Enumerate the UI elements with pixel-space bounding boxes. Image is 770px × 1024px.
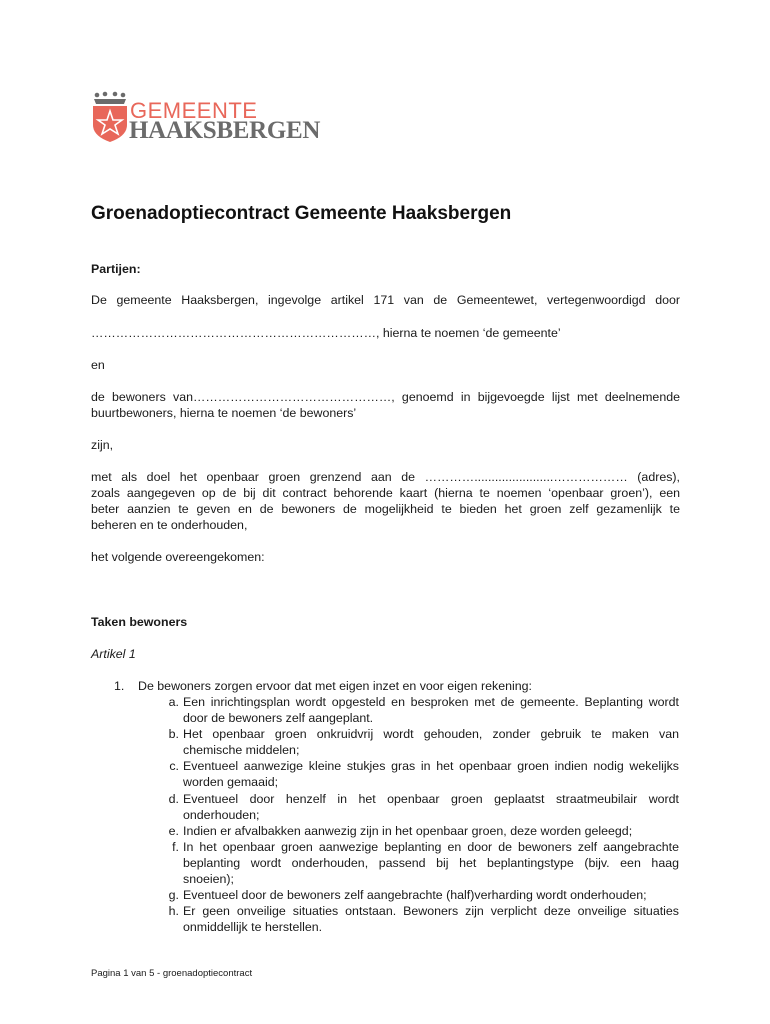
crown-shield-icon	[91, 91, 129, 143]
document-title: Groenadoptiecontract Gemeente Haaksbergen	[91, 203, 512, 224]
sub-item-letter: b.	[168, 727, 179, 741]
sub-item-text: Eventueel door henzelf in het openbaar groen geplaatst straatmeubilair wordt	[183, 792, 679, 806]
sub-item-text: door de bewoners zelf aangeplant.	[183, 711, 374, 725]
list-item-text: De bewoners zorgen ervoor dat met eigen inzet en voor eigen rekening:	[138, 679, 532, 693]
article-heading: Artikel 1	[91, 647, 136, 661]
sub-item-text: Eventueel aanwezige kleine stukjes gras in het openbaar groen indien nodig wekelijks	[183, 759, 679, 773]
sub-item-letter: e.	[168, 824, 179, 838]
section-heading: Taken bewoners	[91, 615, 188, 629]
sub-item-text: snoeien);	[183, 872, 234, 886]
sub-item-letter: d.	[168, 792, 179, 806]
sub-item-text: onderhouden;	[183, 808, 260, 822]
sub-item-text: Er geen onveilige situaties ontstaan. Bewoners zijn verplicht deze onveilige situaties	[183, 904, 679, 918]
sub-item-text: onmiddellijk te herstellen.	[183, 920, 323, 934]
purpose-line-3: beter aanzien te geven en de bewoners de mogelijkheid te bieden het groen zelf gezamenlijk te	[91, 502, 680, 516]
logo-text-gemeente: GEMEENTE	[130, 98, 258, 123]
sub-item-text: Een inrichtingsplan wordt opgesteld en besproken met de gemeente. Beplanting wordt	[183, 695, 679, 709]
parties-heading: Partijen:	[91, 262, 141, 276]
sub-item-letter: a.	[168, 695, 179, 709]
party-1-line-2: ……………………………………………………………, hierna te noemen ‘de gemeente’	[91, 326, 561, 340]
conjunction-en: en	[91, 358, 105, 372]
sub-item-text: beplanting wordt onderhouden, passend bij het beplantingstype (bijv. een haag	[183, 856, 679, 870]
purpose-line-2: zoals aangegeven op de bij dit contract behorende kaart (hierna te noemen ‘openbaar groen’), een	[91, 486, 680, 500]
sub-item-text: Het openbaar groen onkruidvrij wordt gehouden, zonder gebruik te maken van	[183, 727, 679, 741]
sub-item-letter: c.	[169, 759, 179, 773]
sub-item-text: Eventueel door de bewoners zelf aangebrachte (half)verharding wordt onderhouden;	[183, 888, 647, 902]
sub-item-text: In het openbaar groen aanwezige beplanting en door de bewoners zelf aangebrachte	[183, 840, 679, 854]
purpose-line-4: beheren en te onderhouden,	[91, 518, 248, 532]
zijn-text: zijn,	[91, 438, 114, 452]
sub-item-text: Indien er afvalbakken aanwezig zijn in het openbaar groen, deze worden geleegd;	[183, 824, 633, 838]
logo-text-haaksbergen: HAAKSBERGEN	[129, 117, 321, 144]
sub-item-letter: h.	[168, 904, 179, 918]
list-number: 1.	[114, 679, 125, 693]
party-2-line-1: de bewoners van…………………………………………, genoemd in bijgevoegde lijst met deelnemende	[91, 390, 680, 404]
purpose-line-1: met als doel het openbaar groen grenzend aan de ………….......................……………… (adres),	[91, 470, 680, 484]
party-1-line-1: De gemeente Haaksbergen, ingevolge artikel 171 van de Gemeentewet, vertegenwoordigd door	[91, 293, 680, 307]
page-footer: Pagina 1 van 5 - groenadoptiecontract	[91, 968, 253, 979]
sub-item-text: chemische middelen;	[183, 743, 300, 757]
agreement-text: het volgende overeengekomen:	[91, 550, 265, 564]
sub-item-letter: g.	[168, 888, 179, 902]
party-2-line-2: buurtbewoners, hierna te noemen ‘de bewoners’	[91, 406, 357, 420]
sub-item-letter: f.	[172, 840, 179, 854]
sub-item-text: worden gemaaid;	[183, 775, 279, 789]
